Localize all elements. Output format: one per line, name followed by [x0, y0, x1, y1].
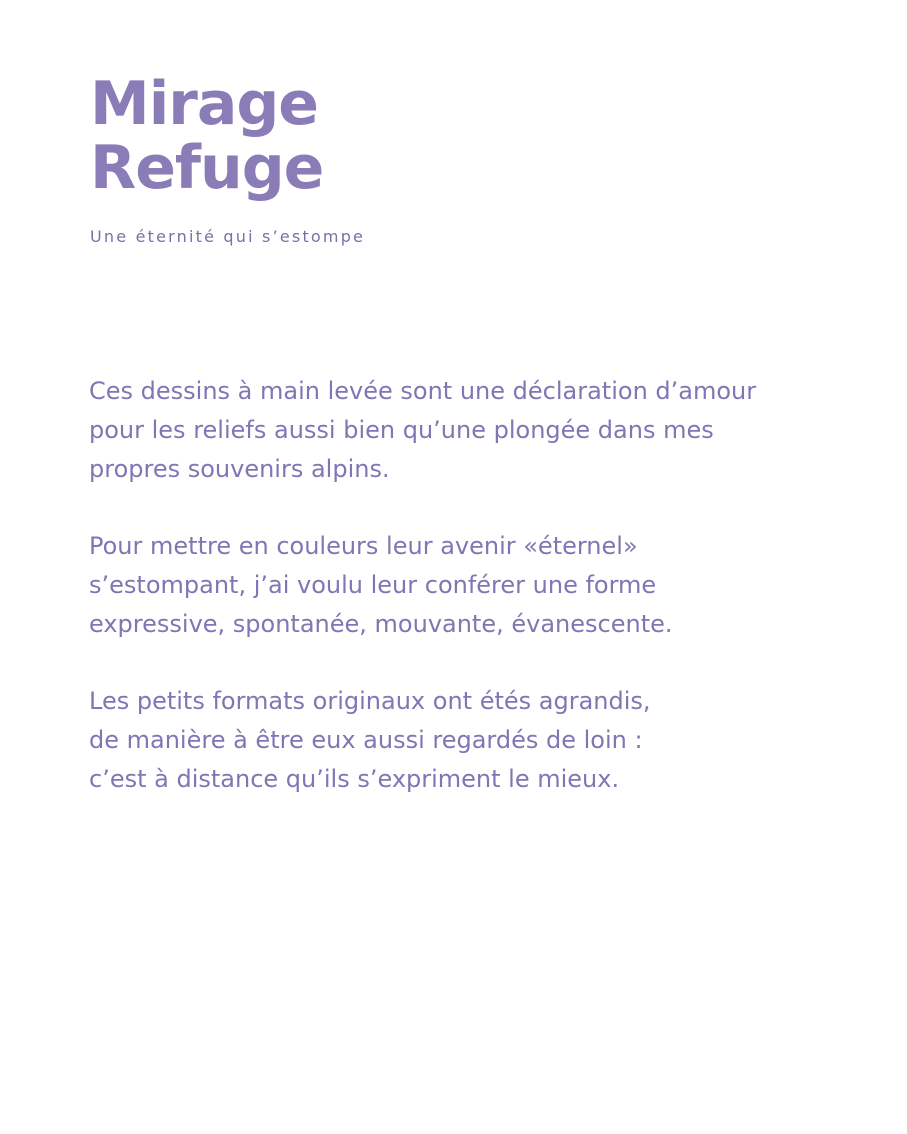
paragraph-line: Les petits formats originaux ont étés agrandis, [89, 687, 651, 715]
paragraph-line: pour les reliefs aussi bien qu’une plongée dans mes [89, 416, 714, 444]
paragraph-line: de manière à être eux aussi regardés de loin : [89, 726, 643, 754]
paragraph-2 [89, 527, 829, 644]
body-text [89, 372, 829, 837]
logo-title-line-2: Refuge [90, 133, 324, 203]
paragraph-line: expressive, spontanée, mouvante, évanescente. [89, 610, 673, 638]
paragraph-line: propres souvenirs alpins. [89, 455, 390, 483]
paragraph-line: c’est à distance qu’ils s’expriment le mieux. [89, 765, 620, 793]
paragraph-line: Ces dessins à main levée sont une déclaration d’amour [89, 377, 757, 405]
paragraph-line: s’estompant, j’ai voulu leur conférer une forme [89, 571, 657, 599]
paragraph-3 [89, 682, 829, 799]
paragraph-1 [89, 372, 829, 489]
logo-title-line-1: Mirage [90, 69, 318, 139]
paragraph-line: Pour mettre en couleurs leur avenir «éternel» [89, 532, 638, 560]
tagline: Une éternité qui s’estompe [90, 227, 366, 246]
brand-logo [90, 69, 324, 203]
